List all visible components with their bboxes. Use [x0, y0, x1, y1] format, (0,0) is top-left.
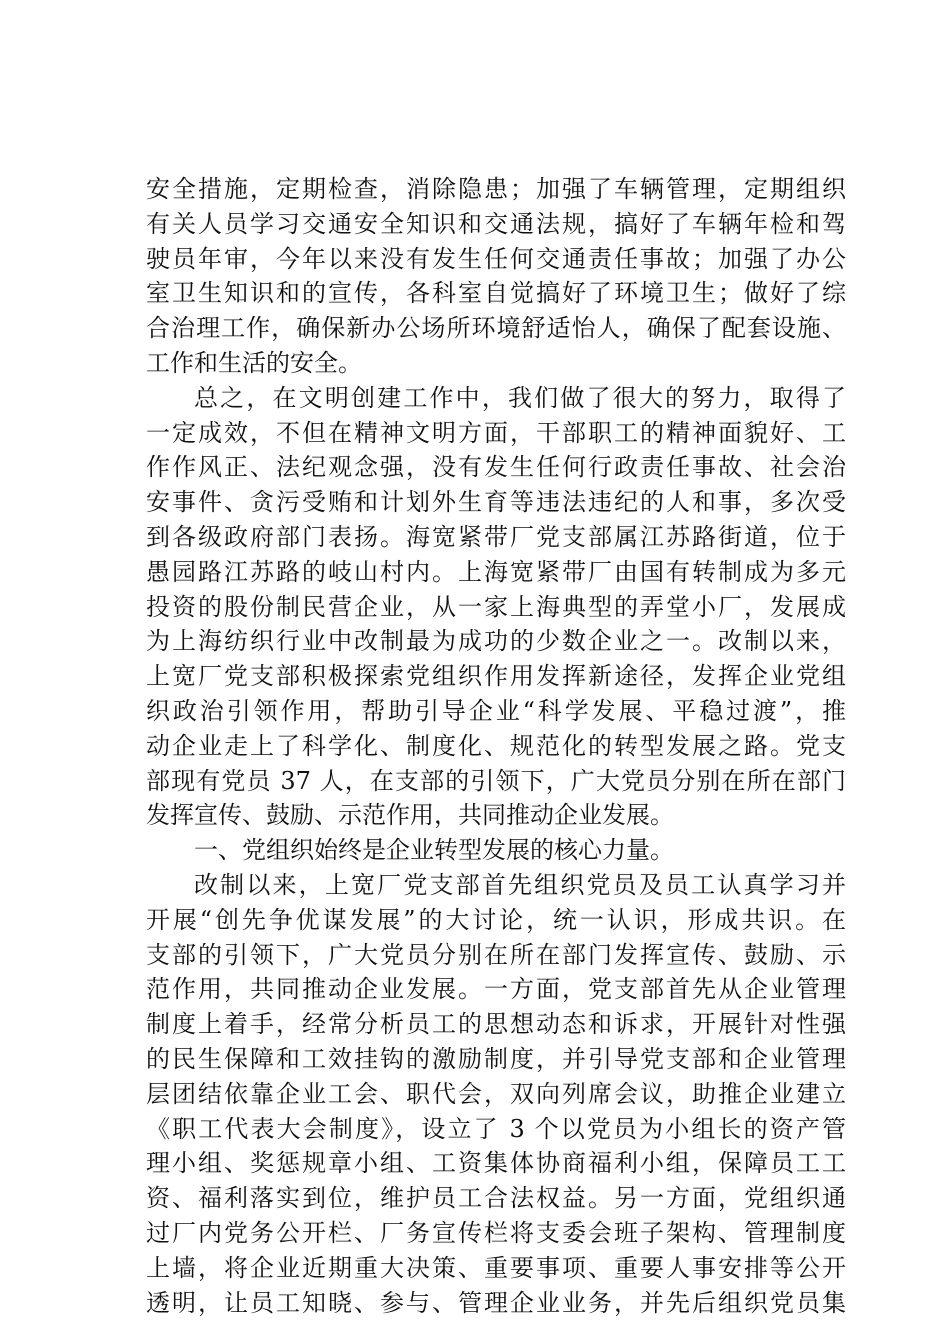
text-line: 理小组、奖惩规章小组、工资集体协商福利小组，保障员工工	[146, 1149, 846, 1178]
text-line: 上宽厂党支部积极探索党组织作用发挥新途径，发挥企业党组	[146, 662, 846, 691]
text-line: 制度上着手，经常分析员工的思想动态和诉求，开展针对性强	[146, 1010, 846, 1039]
text-line: 室卫生知识和的宣传，各科室自觉搞好了环境卫生；做好了综	[146, 279, 846, 308]
text-line: 总之，在文明创建工作中，我们做了很大的努力，取得了	[194, 383, 846, 412]
text-line: 到各级政府部门表扬。海宽紧带厂党支部属江苏路街道，位于	[146, 522, 846, 551]
text-line: 支部的引领下，广大党员分别在所在部门发挥宣传、鼓励、示	[146, 940, 846, 969]
text-line: 作作风正、法纪观念强，没有发生任何行政责任事故、社会治	[146, 453, 846, 482]
text-line: 层团结依靠企业工会、职代会，双向列席会议，助推企业建立	[146, 1079, 846, 1108]
text-line: 织政治引领作用，帮助引导企业“科学发展、平稳过渡”，推	[146, 696, 846, 725]
text-line: 为上海纺织行业中改制最为成功的少数企业之一。改制以来，	[146, 627, 846, 656]
text-line: 动企业走上了科学化、制度化、规范化的转型发展之路。党支	[146, 731, 846, 760]
text-line: 透明，让员工知晓、参与、管理企业业务，并先后组织党员集	[146, 1288, 846, 1317]
text-line: 合治理工作，确保新办公场所环境舒适怡人，确保了配套设施、	[146, 314, 846, 343]
text-line: 资、福利落实到位，维护员工合法权益。另一方面，党组织通	[146, 1184, 846, 1213]
text-line: 一定成效，不但在精神文明方面，干部职工的精神面貌好、工	[146, 418, 846, 447]
text-line: 的民生保障和工效挂钩的激励制度，并引导党支部和企业管理	[146, 1044, 846, 1073]
text-line: 范作用，共同推动企业发展。一方面，党支部首先从企业管理	[146, 975, 846, 1004]
text-line: 上墙，将企业近期重大决策、重要事项、重要人事安排等公开	[146, 1253, 846, 1282]
text-line: 驶员年审，今年以来没有发生任何交通责任事故；加强了办公	[146, 244, 846, 273]
text-line: 愚园路江苏路的岐山村内。上海宽紧带厂由国有转制成为多元	[146, 557, 846, 586]
text-line: 安全措施，定期检查，消除隐患；加强了车辆管理，定期组织	[146, 175, 846, 203]
text-line: 一、党组织始终是企业转型发展的核心力量。	[194, 836, 674, 865]
text-line: 改制以来，上宽厂党支部首先组织党员及员工认真学习并	[194, 870, 846, 899]
text-line: 过厂内党务公开栏、厂务宣传栏将支委会班子架构、管理制度	[146, 1218, 846, 1247]
text-line: 《职工代表大会制度》，设立了 3 个以党员为小组长的资产管	[146, 1114, 846, 1143]
text-line: 部现有党员 37 人，在支部的引领下，广大党员分别在所在部门	[146, 766, 846, 795]
text-line: 工作和生活的安全。	[146, 348, 362, 377]
text-line: 开展“创先争优谋发展”的大讨论，统一认识，形成共识。在	[146, 905, 846, 934]
text-line: 发挥宣传、鼓励、示范作用，共同推动企业发展。	[146, 801, 674, 830]
text-line: 有关人员学习交通安全知识和交通法规，搞好了车辆年检和驾	[146, 209, 846, 238]
text-line: 投资的股份制民营企业，从一家上海典型的弄堂小厂，发展成	[146, 592, 846, 621]
text-line: 安事件、贪污受贿和计划外生育等违法违纪的人和事，多次受	[146, 488, 846, 517]
document-body-text	[146, 172, 846, 1320]
